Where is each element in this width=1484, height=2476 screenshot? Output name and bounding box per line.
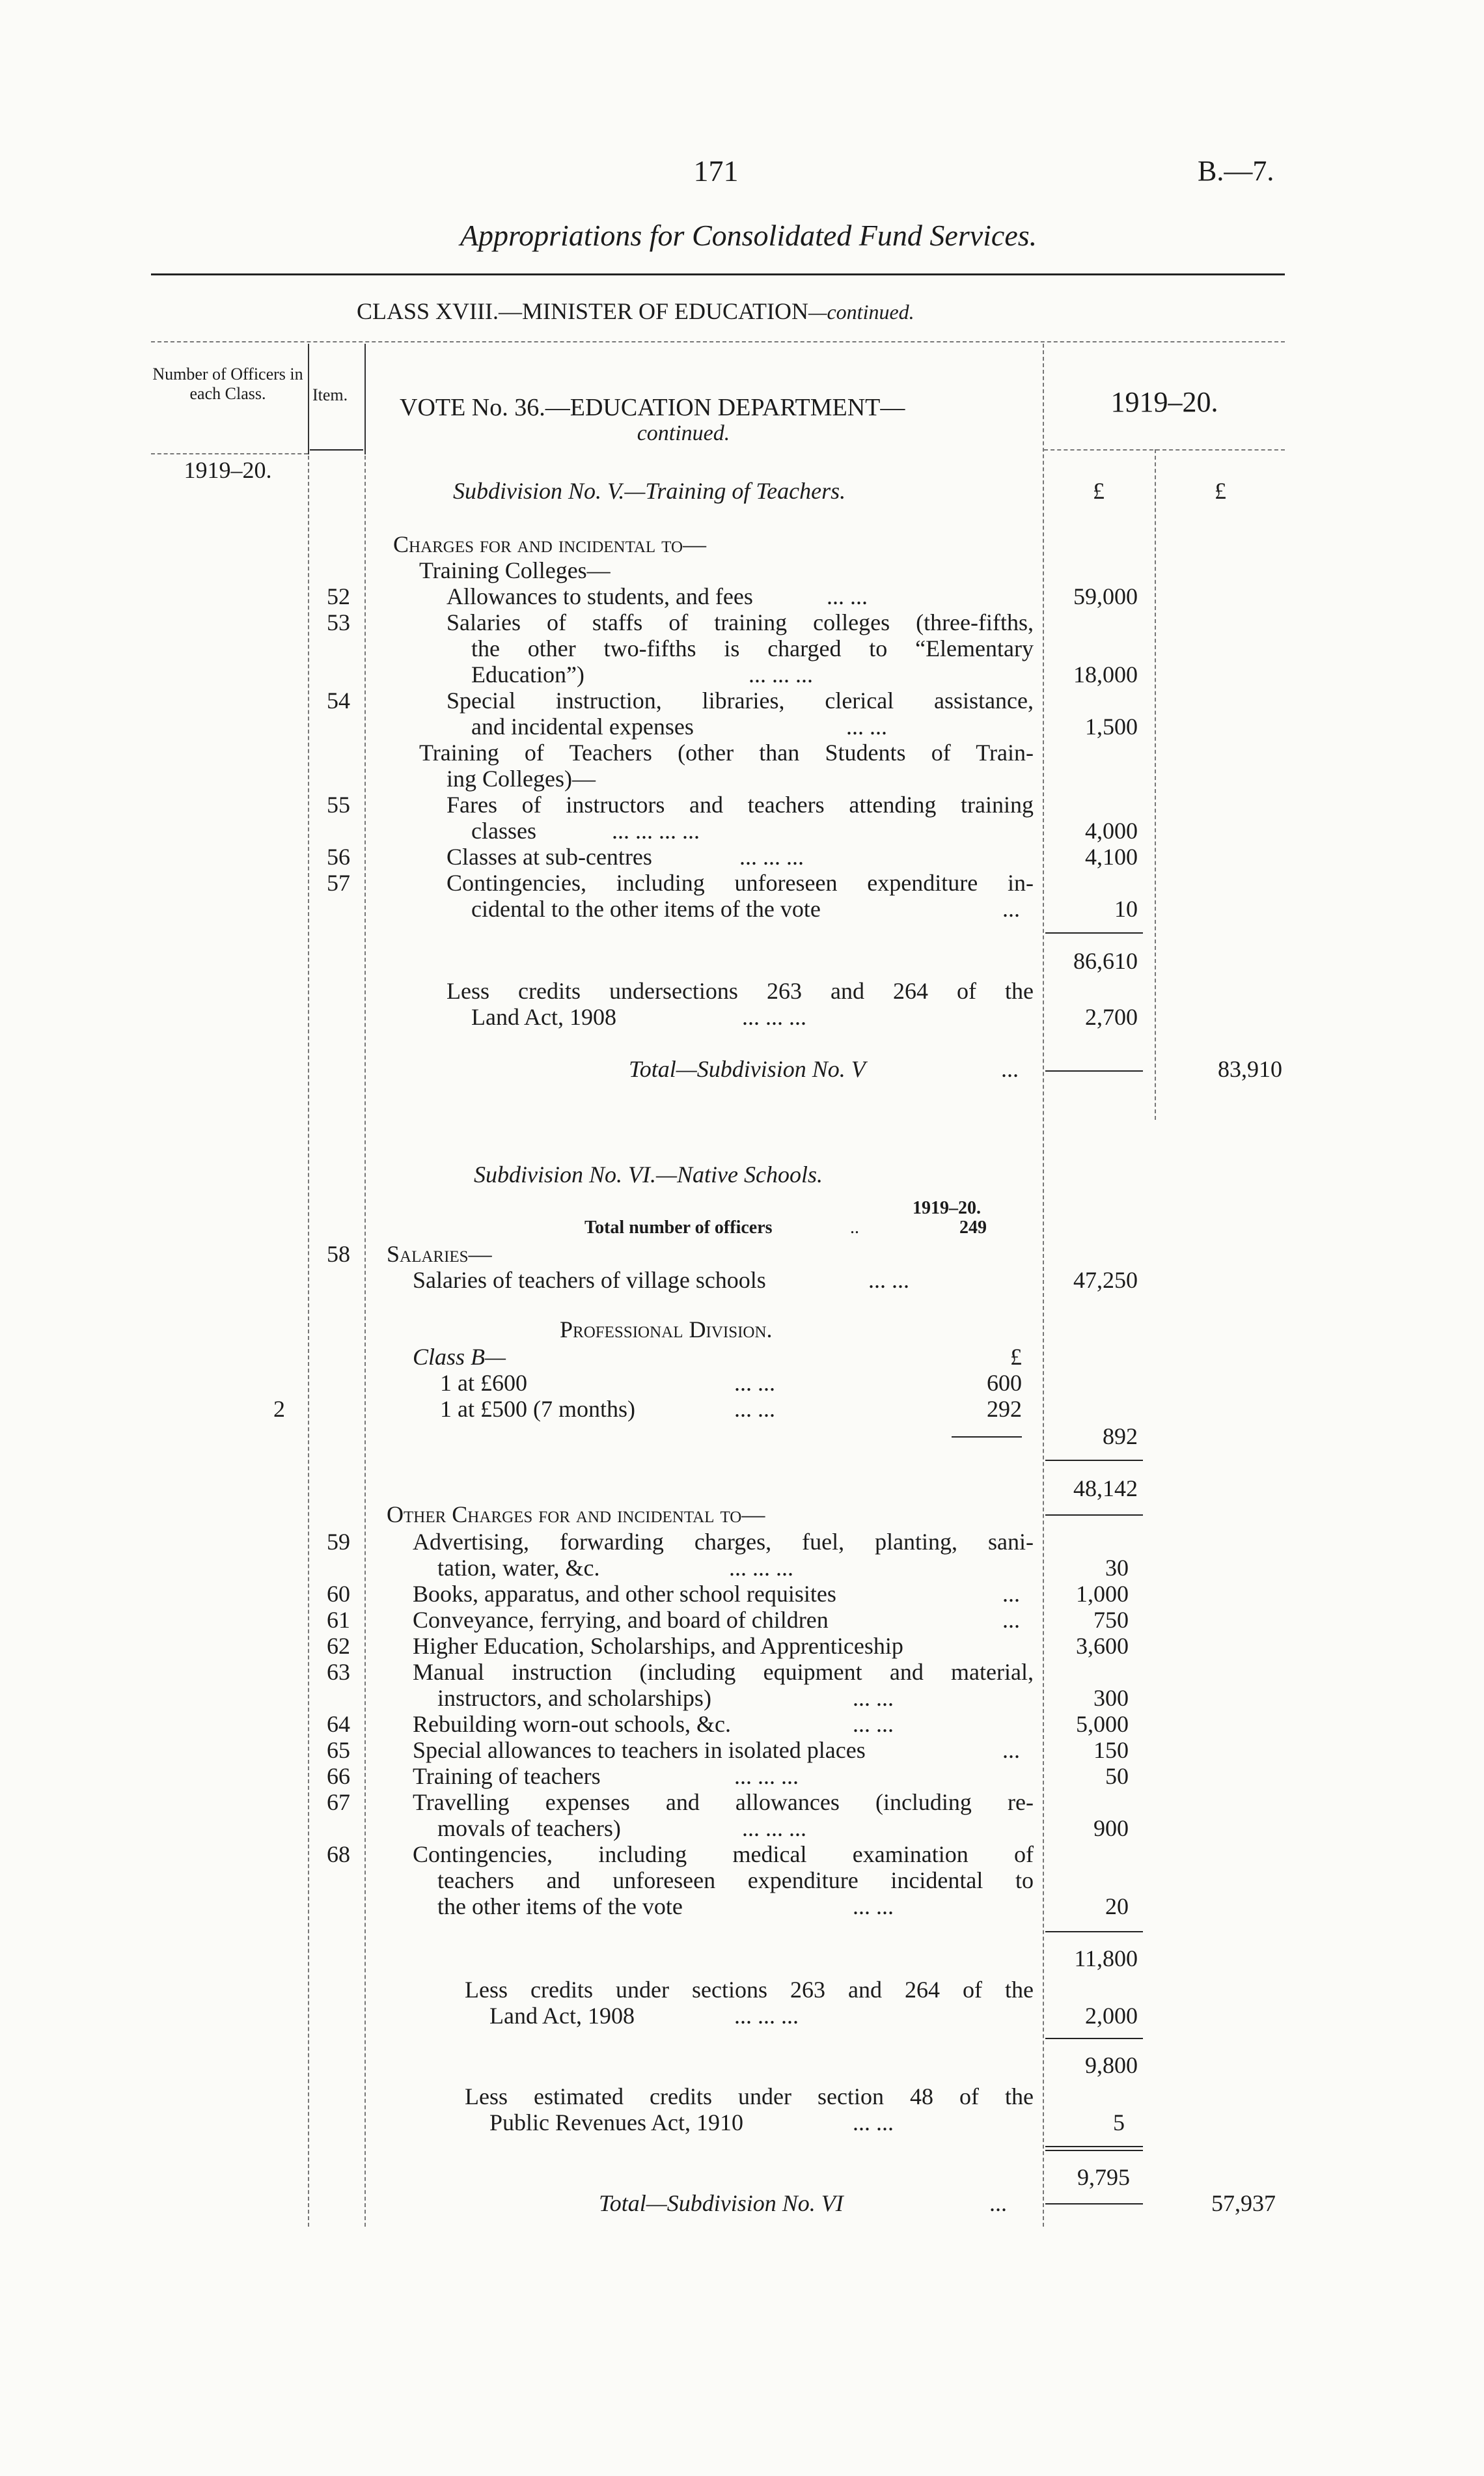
other-charges-heading: Other Charges for and incidental to— bbox=[387, 1501, 765, 1527]
salaries-total: 48,142 bbox=[1073, 1475, 1138, 1501]
class-b-line: 1 at £600 bbox=[440, 1370, 527, 1396]
item-amount: 18,000 bbox=[1073, 661, 1138, 688]
subdivision-5-title: Subdivision No. V.—Training of Teachers. bbox=[453, 478, 846, 504]
item-amount: 20 bbox=[1105, 1893, 1129, 1919]
item-column-header: Item. bbox=[312, 385, 348, 404]
subdivision-6-total-label: Total—Subdivision No. VI bbox=[599, 2190, 844, 2216]
less-credits-amount: 2,000 bbox=[1085, 2003, 1138, 2029]
subdivision-5-subtotal: 86,610 bbox=[1073, 948, 1138, 974]
item-number: 60 bbox=[327, 1581, 350, 1607]
year-column-header: 1919–20. bbox=[1110, 386, 1218, 418]
item-description: Conveyance, ferrying, and board of children bbox=[413, 1607, 829, 1633]
item-description: Special instruction, libraries, clerical assistance, bbox=[447, 688, 1034, 714]
officers-count-label: Total number of officers bbox=[584, 1217, 773, 1238]
less-credits-label: Less credits under sections 263 and 264 of the bbox=[465, 1977, 1034, 2003]
training-colleges-heading: Training Colleges— bbox=[419, 557, 611, 583]
class-b-heading: Class B— bbox=[413, 1344, 506, 1370]
after-less-credits: 9,800 bbox=[1085, 2052, 1138, 2078]
item-description: Travelling expenses and allowances (including re- bbox=[413, 1789, 1034, 1815]
item-number: 53 bbox=[327, 609, 350, 635]
class-b-value: 292 bbox=[987, 1396, 1022, 1422]
column-divider-total bbox=[1155, 449, 1156, 1120]
item-description: Higher Education, Scholarships, and Apprenticeship bbox=[413, 1633, 903, 1659]
item-amount: 5,000 bbox=[1076, 1711, 1129, 1737]
item-amount: 1,500 bbox=[1085, 714, 1138, 740]
officers-count: 249 bbox=[959, 1217, 987, 1238]
item-amount: 1,000 bbox=[1076, 1581, 1129, 1607]
item-description: Training of teachers bbox=[413, 1763, 601, 1789]
item-description: Books, apparatus, and other school requisites bbox=[413, 1581, 836, 1607]
item-amount: 900 bbox=[1093, 1815, 1129, 1841]
officers-number: 2 bbox=[273, 1396, 285, 1422]
officers-count-year: 1919–20. bbox=[913, 1198, 981, 1218]
item-number: 52 bbox=[327, 583, 350, 609]
table-top-rule bbox=[151, 341, 1285, 342]
less-credits-label: Less credits undersections 263 and 264 of the bbox=[447, 978, 1034, 1004]
item-number: 62 bbox=[327, 1633, 350, 1659]
less-credits-amount: 2,700 bbox=[1085, 1004, 1138, 1030]
item-description: Contingencies, including medical examination of bbox=[413, 1841, 1034, 1867]
class-b-value: 600 bbox=[987, 1370, 1022, 1396]
item-description: Classes at sub-centres bbox=[447, 844, 652, 870]
class-b-line: 1 at £500 (7 months) bbox=[440, 1396, 635, 1422]
title-rule bbox=[151, 273, 1285, 275]
column-divider-item bbox=[364, 344, 366, 454]
item-description: Advertising, forwarding charges, fuel, planting, sani- bbox=[413, 1529, 1034, 1555]
item-description: Rebuilding worn-out schools, &c. bbox=[413, 1711, 731, 1737]
pound-heading-total: £ bbox=[1215, 478, 1226, 504]
item-description: Contingencies, including unforeseen expenditure in- bbox=[447, 870, 1034, 896]
training-teachers-heading: Training of Teachers (other than Students of Train- bbox=[419, 740, 1034, 766]
item-number: 64 bbox=[327, 1711, 350, 1737]
less-estimated-credits-amount: 5 bbox=[1113, 2109, 1125, 2135]
salaries-line: Salaries of teachers of village schools bbox=[413, 1267, 766, 1293]
charges-heading: Charges for and incidental to— bbox=[393, 531, 707, 557]
page-title: Appropriations for Consolidated Fund Services. bbox=[460, 219, 1037, 252]
class-b-pound: £ bbox=[1010, 1344, 1022, 1370]
item-number: 59 bbox=[327, 1529, 350, 1555]
salaries-heading: Salaries— bbox=[387, 1241, 492, 1267]
item-number: 56 bbox=[327, 844, 350, 870]
item-amount: 300 bbox=[1093, 1685, 1129, 1711]
class-heading: CLASS XVIII.—MINISTER OF EDUCATION—continued. bbox=[357, 298, 914, 324]
item-number: 63 bbox=[327, 1659, 350, 1685]
item-description: Special allowances to teachers in isolated places bbox=[413, 1737, 866, 1763]
vote-continued: continued. bbox=[637, 421, 730, 445]
subdivision-6-title: Subdivision No. VI.—Native Schools. bbox=[474, 1161, 823, 1188]
vote-title: VOTE No. 36.—EDUCATION DEPARTMENT— bbox=[400, 394, 905, 421]
item-number: 67 bbox=[327, 1789, 350, 1815]
item-number: 68 bbox=[327, 1841, 350, 1867]
item-amount: 750 bbox=[1093, 1607, 1129, 1633]
professional-division-heading: Professional Division. bbox=[560, 1316, 773, 1342]
item-amount: 50 bbox=[1105, 1763, 1129, 1789]
item-number: 57 bbox=[327, 870, 350, 896]
item-amount: 4,100 bbox=[1085, 844, 1138, 870]
item-amount: 59,000 bbox=[1073, 583, 1138, 609]
item-description: Salaries of staffs of training colleges (three-fifths, bbox=[447, 609, 1034, 635]
item-number: 66 bbox=[327, 1763, 350, 1789]
item-amount: 3,600 bbox=[1076, 1633, 1129, 1659]
item-number: 55 bbox=[327, 792, 350, 818]
column-divider-officers bbox=[308, 344, 309, 454]
item-number: 58 bbox=[327, 1241, 350, 1267]
pound-heading-amount: £ bbox=[1093, 478, 1105, 504]
page-number: 171 bbox=[693, 154, 739, 188]
officers-column-header: Number of Officers in each Class. bbox=[152, 365, 303, 403]
item-amount: 30 bbox=[1105, 1555, 1129, 1581]
officers-year: 1919–20. bbox=[184, 457, 272, 483]
document-reference: B.—7. bbox=[1198, 155, 1274, 187]
item-amount: 10 bbox=[1114, 896, 1138, 922]
item-number: 54 bbox=[327, 688, 350, 714]
net-total: 9,795 bbox=[1077, 2164, 1130, 2190]
class-b-total: 892 bbox=[1103, 1423, 1138, 1449]
less-estimated-credits-label: Less estimated credits under section 48 of the bbox=[465, 2083, 1034, 2109]
other-charges-subtotal: 11,800 bbox=[1074, 1945, 1138, 1971]
item-amount: 4,000 bbox=[1085, 818, 1138, 844]
item-description: Allowances to students, and fees bbox=[447, 583, 753, 609]
item-number: 65 bbox=[327, 1737, 350, 1763]
salaries-amount: 47,250 bbox=[1073, 1267, 1138, 1293]
item-number: 61 bbox=[327, 1607, 350, 1633]
subdivision-5-total: 83,910 bbox=[1218, 1056, 1282, 1082]
item-description: Fares of instructors and teachers attending training bbox=[447, 792, 1034, 818]
item-amount: 150 bbox=[1093, 1737, 1129, 1763]
subdivision-6-total: 57,937 bbox=[1211, 2190, 1276, 2216]
subdivision-5-total-label: Total—Subdivision No. V bbox=[629, 1056, 866, 1082]
item-description: Manual instruction (including equipment and material, bbox=[413, 1659, 1034, 1685]
